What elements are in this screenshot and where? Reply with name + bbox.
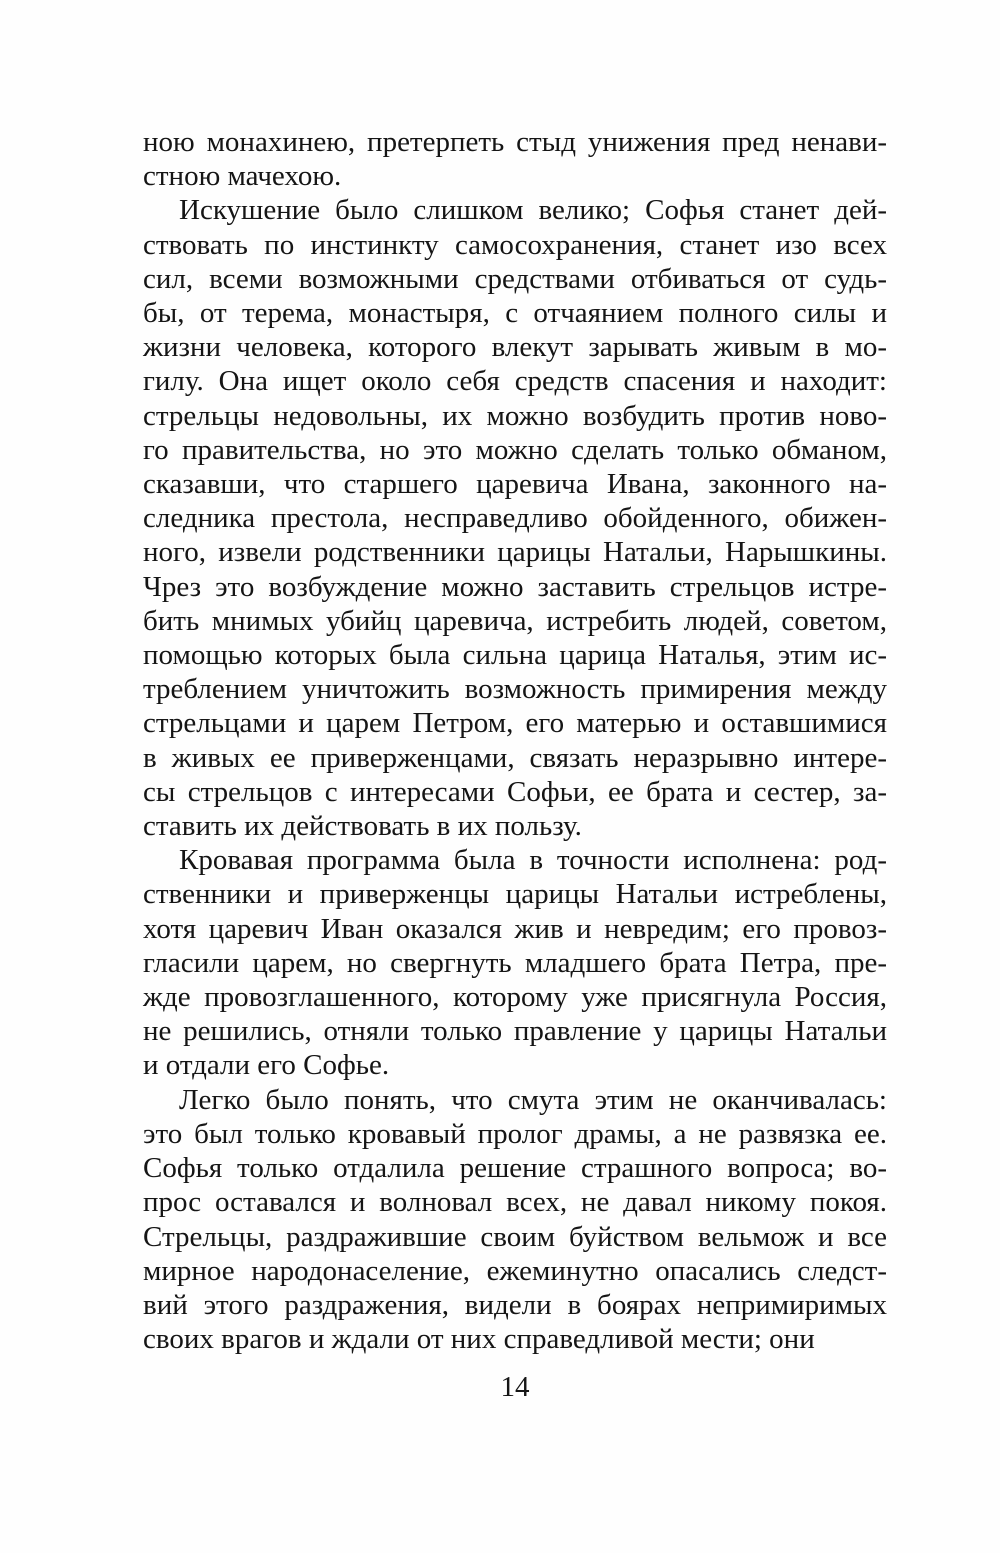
text-line: сы стрельцов с интересами Софьи, ее брата и сестер, за- — [143, 775, 887, 808]
text-line: треблением уничтожить возможность примирения между — [143, 673, 887, 706]
text-line: ствовать по инстинкту самосохранения, станет изо всех — [143, 228, 887, 261]
text-line: бить мнимых убийц царевича, истребить людей, советом, — [143, 604, 887, 637]
page-number: 14 — [500, 1371, 530, 1403]
text-line: го правительства, но это можно сделать только обманом, — [143, 433, 887, 466]
text-line: вий этого раздражения, видели в боярах непримиримых — [143, 1288, 887, 1321]
text-line: Стрельцы, раздражившие своим буйством вельмож и все — [143, 1220, 887, 1253]
text-line: сил, всеми возможными средствами отбиваться от судь- — [143, 262, 887, 295]
body-text — [143, 125, 887, 1356]
text-line: стрельцы недовольны, их можно возбудить против ново- — [143, 399, 887, 432]
text-line: гласили царем, но свергнуть младшего брата Петра, пре- — [143, 946, 887, 979]
text-line: и отдали его Софье. — [143, 1049, 390, 1082]
text-line: жизни человека, которого влекут зарывать живым в мо- — [143, 331, 887, 364]
text-line: это был только кровавый пролог драмы, а не развязка ее. — [143, 1117, 887, 1150]
text-line: Чрез это возбуждение можно заставить стрельцов истре- — [143, 570, 887, 603]
text-line: Искушение было слишком велико; Софья станет дей- — [179, 194, 887, 227]
text-line: стрельцами и царем Петром, его матерью и оставшимися — [143, 707, 887, 740]
text-line: Кровавая программа была в точности исполнена: род- — [179, 844, 887, 877]
text-line: своих врагов и ждали от них справедливой мести; они — [143, 1323, 815, 1356]
text-line: хотя царевич Иван оказался жив и невредим; его провоз- — [143, 912, 887, 945]
text-line: ного, извели родственники царицы Натальи, Нарышкины. — [143, 536, 887, 569]
text-line: следника престола, несправедливо обойденного, обижен- — [143, 502, 887, 535]
text-line: прос оставался и волновал всех, не давал никому покоя. — [143, 1186, 887, 1219]
text-line: в живых ее приверженцами, связать неразрывно интере- — [143, 741, 887, 774]
text-line: помощью которых была сильна царица Наталья, этим ис- — [143, 639, 887, 672]
text-line: жде провозглашенного, которому уже присягнула Россия, — [143, 981, 887, 1014]
text-line: бы, от терема, монастыря, с отчаянием полного силы и — [143, 297, 887, 330]
text-line: Софья только отдалила решение страшного вопроса; во- — [143, 1152, 887, 1185]
text-line: сказавши, что старшего царевича Ивана, законного на- — [143, 468, 887, 501]
text-line: стною мачехою. — [143, 160, 342, 193]
text-line: Легко было понять, что смута этим не оканчивалась: — [179, 1083, 887, 1116]
text-line: ственники и приверженцы царицы Натальи истреблены, — [143, 878, 887, 911]
text-line: ною монахинею, претерпеть стыд унижения пред ненави- — [143, 126, 887, 158]
text-line: гилу. Она ищет около себя средств спасения и находит: — [143, 365, 887, 398]
text-line: ставить их действовать в их пользу. — [143, 810, 582, 843]
text-line: мирное народонаселение, ежеминутно опасались следст- — [143, 1254, 887, 1287]
text-line: не решились, отняли только правление у царицы Натальи — [143, 1015, 887, 1048]
